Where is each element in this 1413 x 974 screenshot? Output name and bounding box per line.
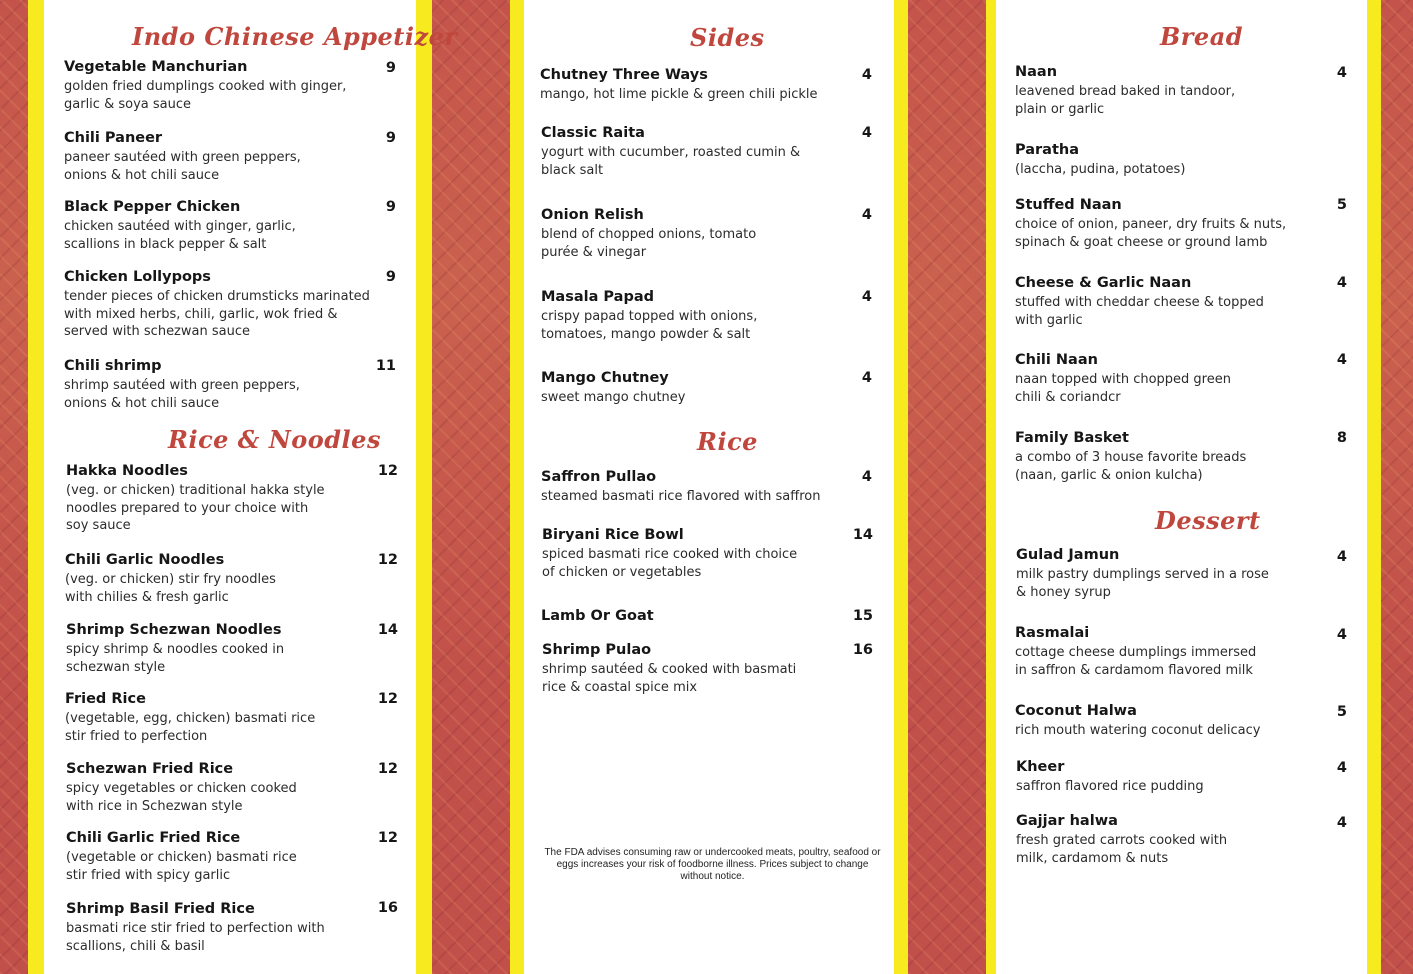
item-price: 14 [852, 527, 873, 543]
menu-item [1016, 813, 1316, 867]
item-name: Coconut Halwa [1015, 703, 1137, 719]
item-description: paneer sautéed with green peppers, onions & hot chili sauce [64, 150, 301, 183]
item-price: 4 [861, 289, 872, 305]
item-name: Shrimp Schezwan Noodles [66, 622, 282, 638]
item-description: basmati rice stir fried to perfection with scallions, chili & basil [66, 921, 325, 954]
item-name: Masala Papad [541, 289, 654, 305]
item-name: Chili Garlic Fried Rice [66, 830, 241, 846]
menu-item [541, 370, 841, 407]
item-name: Chicken Lollypops [64, 269, 211, 285]
item-description: leavened bread baked in tandoor, plain or garlic [1015, 84, 1236, 117]
item-price: 12 [377, 761, 398, 777]
paisley-border-left [0, 0, 28, 974]
menu-item [65, 552, 327, 606]
item-price: 12 [377, 691, 398, 707]
item-description: (vegetable, egg, chicken) basmati rice stir fried to perfection [65, 711, 316, 744]
item-price: 8 [1336, 430, 1347, 446]
item-description: crispy papad topped with onions, tomatoes, mango powder & salt [541, 309, 758, 342]
item-price: 12 [377, 463, 398, 479]
item-price: 15 [852, 608, 873, 624]
item-description: (veg. or chicken) stir fry noodles with chilies & fresh garlic [65, 572, 276, 605]
item-name: Vegetable Manchurian [64, 59, 248, 75]
item-description: stuffed with cheddar cheese & topped with garlic [1015, 295, 1264, 328]
item-description: milk pastry dumplings served in a rose & honey syrup [1016, 567, 1269, 600]
item-price: 9 [385, 269, 396, 285]
item-name: Paratha [1015, 142, 1079, 158]
item-name: Shrimp Basil Fried Rice [66, 901, 255, 917]
item-name: Chili Garlic Noodles [65, 552, 225, 568]
item-price: 16 [852, 642, 873, 658]
item-price: 4 [1336, 352, 1347, 368]
section-heading-bread: Bread [1160, 22, 1244, 51]
item-price: 4 [1336, 760, 1347, 776]
section-heading-dessert: Dessert [1155, 506, 1261, 535]
item-price: 5 [1336, 197, 1347, 213]
yellow-band [986, 0, 996, 974]
item-name: Chili Naan [1015, 352, 1098, 368]
menu-item [541, 469, 841, 506]
item-name: Biryani Rice Bowl [542, 527, 684, 543]
item-description: tender pieces of chicken drumsticks marinated with mixed herbs, chili, garlic, wok fried & served with schezwan sauce [64, 289, 370, 339]
item-name: Mango Chutney [541, 370, 669, 386]
item-price: 9 [385, 60, 396, 76]
item-description: spicy shrimp & noodles cooked in schezwan style [66, 642, 285, 675]
item-name: Fried Rice [65, 691, 146, 707]
item-description: naan topped with chopped green chili & coriandcr [1015, 372, 1231, 405]
item-description: (veg. or chicken) traditional hakka style noodles prepared to your choice with soy sauce [66, 483, 325, 533]
item-description: spicy vegetables or chicken cooked with rice in Schezwan style [66, 781, 297, 814]
section-heading-rice-noodles: Rice & Noodles [168, 425, 381, 454]
menu-item [66, 830, 328, 884]
menu-item [1015, 352, 1315, 406]
paisley-border-center-left [432, 0, 510, 974]
item-name: Family Basket [1015, 430, 1129, 446]
item-description: chicken sautéed with ginger, garlic, scallions in black pepper & salt [64, 219, 296, 252]
menu-item [64, 130, 374, 184]
menu-item [1016, 547, 1316, 601]
item-description: (vegetable or chicken) basmati rice stir fried with spicy garlic [66, 850, 297, 883]
item-price: 4 [1336, 815, 1347, 831]
fda-disclaimer: The FDA advises consuming raw or undercooked meats, poultry, seafood or eggs increases your risk of foodborne illness. Prices subject to change without notice. [544, 847, 881, 882]
item-description: shrimp sautéed with green peppers, onions & hot chili sauce [64, 378, 300, 411]
yellow-band [1367, 0, 1381, 974]
paisley-border-right [1381, 0, 1413, 974]
item-description: sweet mango chutney [541, 390, 686, 405]
item-name: Stuffed Naan [1015, 197, 1122, 213]
item-name: Classic Raita [541, 125, 645, 141]
menu-item [542, 527, 842, 581]
yellow-band [510, 0, 524, 974]
item-price: 4 [861, 207, 872, 223]
menu-item [1015, 703, 1315, 740]
menu-item [540, 67, 840, 104]
item-name: Cheese & Garlic Naan [1015, 275, 1192, 291]
item-name: Rasmalai [1015, 625, 1090, 641]
item-price: 9 [385, 199, 396, 215]
menu-item [1015, 64, 1315, 118]
item-price: 4 [1336, 275, 1347, 291]
menu-item [1016, 759, 1316, 796]
menu-item [542, 642, 842, 696]
item-description: rich mouth watering coconut delicacy [1015, 723, 1261, 738]
item-price: 4 [861, 370, 872, 386]
item-price: 4 [1336, 627, 1347, 643]
item-name: Gulad Jamun [1016, 547, 1120, 563]
menu-item [64, 59, 374, 113]
item-name: Black Pepper Chicken [64, 199, 241, 215]
item-description: choice of onion, paneer, dry fruits & nuts, spinach & goat cheese or ground lamb [1015, 217, 1287, 250]
menu-item [65, 691, 327, 745]
menu-item [1015, 625, 1315, 679]
item-price: 4 [861, 67, 872, 83]
menu-item [541, 125, 841, 179]
item-name: Schezwan Fried Rice [66, 761, 234, 777]
section-heading-sides: Sides [690, 23, 765, 52]
menu-item [541, 608, 841, 624]
item-price: 12 [377, 830, 398, 846]
menu-item [66, 463, 328, 535]
item-description: saffron flavored rice pudding [1016, 779, 1204, 794]
item-price: 14 [377, 622, 398, 638]
yellow-band [28, 0, 44, 974]
section-heading-indo-chinese-appetizer: Indo Chinese Appetizer [132, 22, 458, 51]
paisley-border-center-right [908, 0, 986, 974]
item-price: 12 [377, 552, 398, 568]
item-description: mango, hot lime pickle & green chili pickle [540, 87, 818, 102]
menu-item [541, 289, 841, 343]
item-description: yogurt with cucumber, roasted cumin & black salt [541, 145, 801, 178]
item-name: Onion Relish [541, 207, 644, 223]
item-name: Chili Paneer [64, 130, 163, 146]
yellow-band [894, 0, 908, 974]
menu-item [66, 761, 328, 815]
menu-item [64, 269, 374, 341]
item-description: a combo of 3 house favorite breads (naan, garlic & onion kulcha) [1015, 450, 1247, 483]
item-price: 4 [1336, 65, 1347, 81]
item-name: Shrimp Pulao [542, 642, 652, 658]
item-description: cottage cheese dumplings immersed in saffron & cardamom flavored milk [1015, 645, 1257, 678]
section-heading-rice: Rice [697, 427, 758, 456]
item-description: spiced basmati rice cooked with choice of chicken or vegetables [542, 547, 798, 580]
menu-item [66, 901, 346, 955]
menu-item [1015, 430, 1315, 484]
item-description: shrimp sautéed & cooked with basmati rice & coastal spice mix [542, 662, 797, 695]
item-name: Lamb Or Goat [541, 608, 654, 624]
menu-item [541, 207, 841, 261]
item-name: Kheer [1016, 759, 1065, 775]
item-name: Hakka Noodles [66, 463, 188, 479]
item-price: 5 [1336, 704, 1347, 720]
item-price: 16 [377, 900, 398, 916]
yellow-band [416, 0, 432, 974]
item-name: Chutney Three Ways [540, 67, 708, 83]
menu-item [66, 622, 328, 676]
item-description: blend of chopped onions, tomato purée & vinegar [541, 227, 757, 260]
menu-item [64, 199, 374, 253]
menu-item [1015, 197, 1315, 251]
menu-item [1015, 142, 1315, 179]
menu-item [64, 358, 374, 412]
item-price: 11 [375, 358, 396, 374]
item-name: Chili shrimp [64, 358, 162, 374]
item-name: Gajjar halwa [1016, 813, 1118, 829]
item-price: 4 [861, 469, 872, 485]
item-description: fresh grated carrots cooked with milk, cardamom & nuts [1016, 833, 1228, 866]
menu-item [1015, 275, 1315, 329]
item-description: golden fried dumplings cooked with ginger, garlic & soya sauce [64, 79, 347, 112]
item-description: (laccha, pudina, potatoes) [1015, 162, 1186, 177]
item-name: Naan [1015, 64, 1058, 80]
item-price: 4 [861, 125, 872, 141]
item-description: steamed basmati rice flavored with saffron [541, 489, 821, 504]
item-price: 4 [1336, 549, 1347, 565]
item-name: Saffron Pullao [541, 469, 657, 485]
item-price: 9 [385, 130, 396, 146]
